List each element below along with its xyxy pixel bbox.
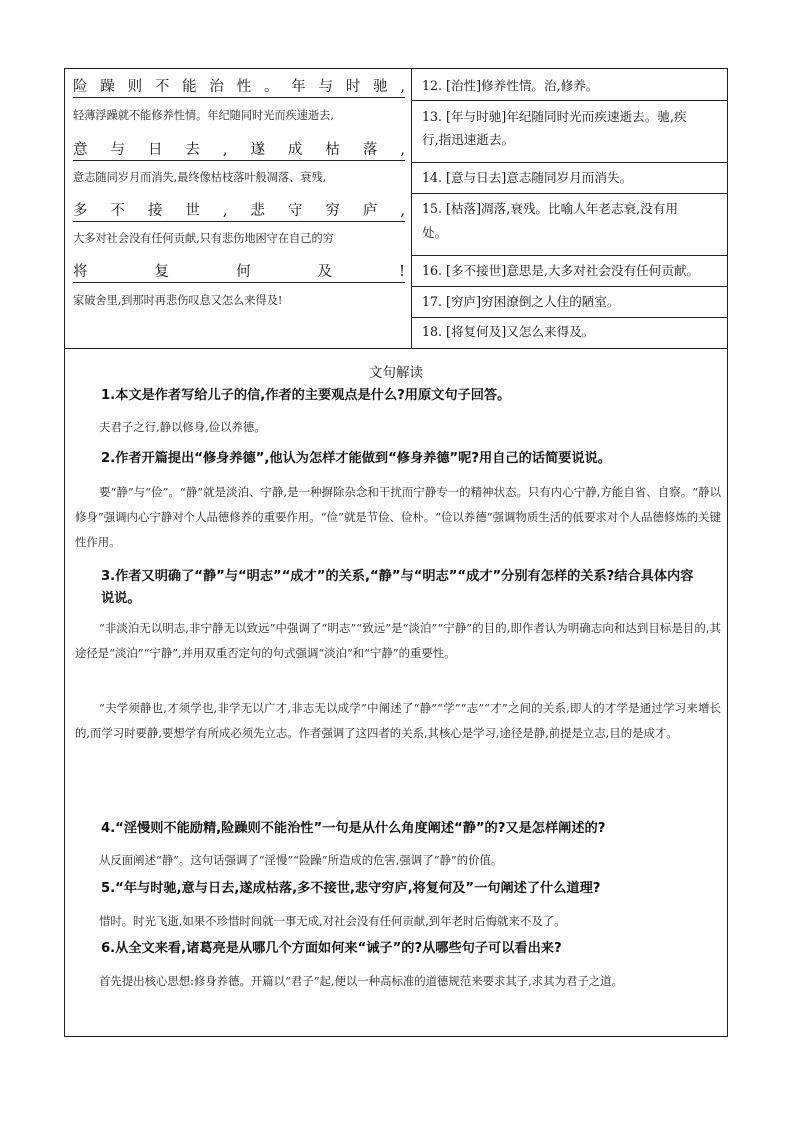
original-char: 穷 xyxy=(325,203,340,219)
translation-line: 大多对社会没有任何贡献,只有悲伤地困守在自己的穷 xyxy=(73,232,334,245)
annotation-line: 14. [意与日去]意志随同岁月而消失。 xyxy=(422,170,633,185)
original-char: 何 xyxy=(236,264,251,280)
answer: 首先提出核心思想:修身养德。开篇以“君子”起,便以一种高标准的道德规范来要求其子,求其为君子之道。 xyxy=(99,974,623,988)
original-text-line xyxy=(73,201,405,222)
original-char: 悲 xyxy=(250,203,265,219)
annotation-line: 17. [穷庐]穷困潦倒之人住的陋室。 xyxy=(422,294,620,309)
original-char: 意 xyxy=(73,142,88,158)
original-text-line xyxy=(73,140,405,161)
annotation-divider xyxy=(412,100,727,101)
translation-line: 意志随同岁月而消失,最终像枯枝落叶般凋落、衰残, xyxy=(73,171,327,184)
annotation-line: 13. [年与时驰]年纪随同时光而疾速逝去。驰,疾 xyxy=(422,109,687,124)
original-char: 多 xyxy=(73,203,88,219)
original-char: 遂 xyxy=(250,142,265,158)
original-char: 治 xyxy=(209,79,224,95)
annotation-line: 12. [治性]修养性情。治,修养。 xyxy=(422,78,599,93)
original-char: 年 xyxy=(291,79,306,95)
translation-notes-row xyxy=(65,69,727,349)
original-char: , xyxy=(222,203,228,219)
original-char: 性 xyxy=(236,79,252,95)
answer: “夫学须静也,才须学也,非学无以广才,非志无以成学”中阐述了“静”“学”“志”“才”之间的关系,即人的才学是通过学习来增长的,而学习时要静,要想学有所成必须先立志。作者强调了这四者的关系,其核心是学习,途径是静,前提是立志,目的是成才。 xyxy=(75,701,721,740)
original-char: 时 xyxy=(345,79,361,95)
original-text-line xyxy=(73,262,405,283)
original-char: 躁 xyxy=(100,79,115,95)
annotation-line: 处。 xyxy=(422,225,448,240)
original-char: 则 xyxy=(127,79,143,95)
question: 4.“淫慢则不能励精,险躁则不能治性”一句是从什么角度阐述“静”的?又是怎样阐述的? xyxy=(101,821,606,836)
original-char: 不 xyxy=(110,203,125,219)
original-char: 接 xyxy=(147,203,163,219)
original-char: 不 xyxy=(154,79,170,95)
content-table xyxy=(64,68,728,1037)
annotation-column xyxy=(412,69,727,348)
annotation-line: 15. [枯落]凋落,衰残。比喻人年老志衰,没有用 xyxy=(422,201,678,216)
translation-line: 家破舍里,到那时再悲伤叹息又怎么来得及! xyxy=(73,294,283,307)
original-char: 落 xyxy=(362,142,378,158)
answer: 从反面阐述“静”。这句话强调了“淫慢”“险躁”所造成的危害,强调了“静”的价值。 xyxy=(99,853,503,867)
question: 5.“年与时驰,意与日去,遂成枯落,多不接世,悲守穷庐,将复何及”一句阐述了什么道理? xyxy=(101,881,601,896)
original-char: 与 xyxy=(318,79,334,95)
original-char: ! xyxy=(399,264,405,280)
original-char: 复 xyxy=(154,264,170,280)
original-char: 及 xyxy=(317,264,333,280)
original-char: 。 xyxy=(263,79,279,95)
question: 1.本文是作者写给儿子的信,作者的主要观点是什么?用原文句子回答。 xyxy=(101,388,511,403)
original-char: 世 xyxy=(185,203,200,219)
original-text-line xyxy=(73,77,405,98)
original-char: 守 xyxy=(287,203,303,219)
answer: 夫君子之行,静以修身,俭以养德。 xyxy=(99,420,266,434)
answer: “非淡泊无以明志,非宁静无以致远”中强调了“明志”“致远”是“淡泊”“宁静”的目的,即作者认为明确志向和达到目标是目的,其途径是“淡泊”“宁静”,并用双重否定句的句式强调“淡泊”和“宁静”的重要性。 xyxy=(75,621,721,660)
annotation-divider xyxy=(412,162,727,163)
original-char: 驰 xyxy=(373,79,388,95)
original-char: , xyxy=(222,142,228,158)
original-char: , xyxy=(400,142,405,158)
original-char: 日 xyxy=(147,142,163,158)
translation-line: 轻薄浮躁就不能修养性情。年纪随同时光而疾速逝去, xyxy=(73,109,334,122)
section-title: 文句解读 xyxy=(369,365,423,381)
answer: 惜时。时光飞逝,如果不珍惜时间就一事无成,对社会没有任何贡献,到年老时后悔就来不及了。 xyxy=(99,914,566,928)
annotation-divider xyxy=(412,255,727,256)
question: 2.作者开篇提出“修身养德”,他认为怎样才能做到“修身养德”呢?用自己的话简要说说。 xyxy=(101,451,611,466)
annotation-line: 16. [多不接世]意思是,大多对社会没有任何贡献。 xyxy=(422,263,700,278)
original-char: , xyxy=(400,203,405,219)
original-char: 去 xyxy=(185,142,200,158)
annotation-divider xyxy=(412,317,727,318)
original-char: 能 xyxy=(182,79,197,95)
question: 3.作者又明确了“静”与“明志”“成才”的关系,“静”与“明志”“成才”分别有怎样的关系?结合具体内容说说。 xyxy=(101,569,694,606)
annotation-line: 18. [将复何及]又怎么来得及。 xyxy=(422,324,595,339)
original-char: 险 xyxy=(73,79,88,95)
question: 6.从全文来看,诸葛亮是从哪几个方面如何来“诫子”的?从哪些句子可以看出来? xyxy=(101,941,562,956)
original-text-column xyxy=(65,69,412,348)
annotation-divider xyxy=(412,286,727,287)
original-char: , xyxy=(400,79,405,95)
annotation-divider xyxy=(412,193,727,194)
original-char: 枯 xyxy=(325,142,340,158)
original-char: 成 xyxy=(287,142,303,158)
original-char: 将 xyxy=(73,264,88,280)
original-char: 庐 xyxy=(362,203,378,219)
annotation-line: 行,指迅速逝去。 xyxy=(422,132,515,147)
original-char: 与 xyxy=(110,142,125,158)
answer: 要“静”与“俭”。“静”就是淡泊、宁静,是一种摒除杂念和干扰而宁静专一的精神状态。只有内心宁静,方能自省、自察。“静以修身”强调内心宁静对个人品德修养的重要作用。“俭”就是节俭、俭朴。“俭以养德”强调物质生活的低要求对个人品德修炼的关键性作用。 xyxy=(75,485,721,549)
